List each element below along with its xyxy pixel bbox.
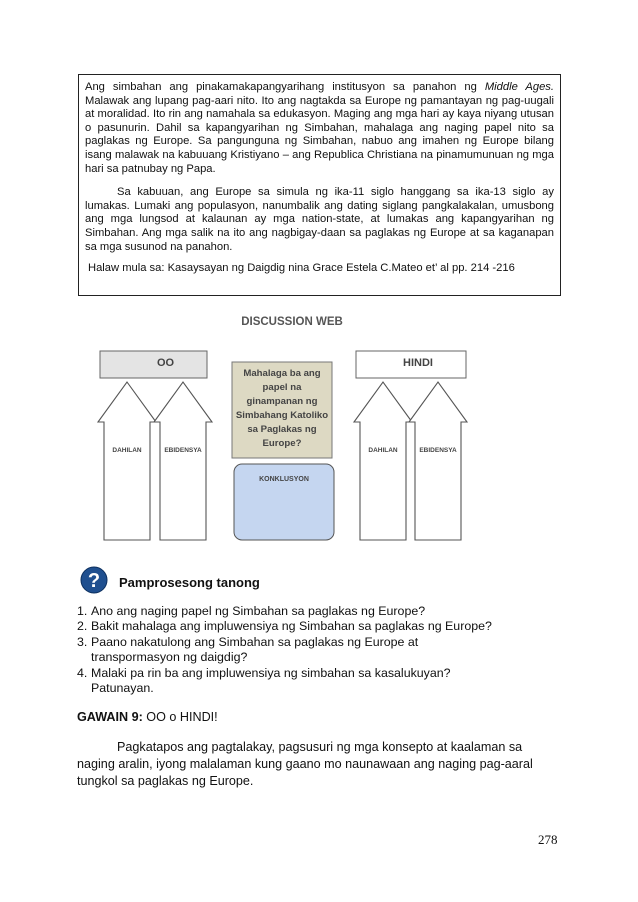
dahilan-right-arrow [354,382,412,540]
dahilan-left-arrow [98,382,156,540]
discussion-web-title: DISCUSSION WEB [241,316,343,328]
reading-paragraph-2: Sa kabuuan, ang Europe sa simula ng ika-11 siglo hanggang sa ika-13 siglo ay lumakas. Lumaki ang populasyon, nanumbalik ang dating siglang pangkalakalan, umusbong ang mga lungsod at kalaunan ay mga nation-state, at lumakas ang kapangyarihan ng Simbahan. Ang mga salik na ito ang nagbigay-daan sa paglakas ng Europe at sa kaganapan sa mga susunod na panahon. [85,186,554,253]
question-line: Europe? [262,438,302,449]
questions-list [77,604,492,696]
gawain-title: OO o HINDI! [146,710,218,724]
question-line: Mahalaga ba ang [243,368,321,379]
hindi-label: HINDI [403,357,433,369]
konklusyon-label: KONKLUSYON [259,476,309,483]
ebidensya-left-arrow [154,382,212,540]
gawain-paragraph: Pagkatapos ang pagtalakay, pagsusuri ng mga konsepto at kaalaman sa naging aralin, iyong malalaman kung gaano mo naunawaan ang naging pag-aaral tungkol sa paglakas ng Europe. [77,740,533,788]
question-line: Simbahang Katoliko [235,410,329,421]
ebidensya-left-label: EBIDENSYA [164,447,202,454]
middle-ages-term: Middle Ages. [484,81,554,93]
gawain-label: GAWAIN 9: [77,710,143,724]
reading-paragraph-1: Ang simbahan ang pinakamakapangyarihang institusyon sa panahon ng Middle Ages. Malawak ang lupang pag-aari nito. Ito ang nagtakda sa Europe ng pamantayan ng pag-uugali at moralidad. Ito rin ang namahala sa edukasyon. Maging ang mga hari ay kaya niyang utusan o pasunurin. Dahil sa kapangyarihan ng Simbahan, mahalaga ang naging papel nito sa paglakas ng Europe. Sa pangunguna ng Simbahan, nabuo ang imahen ng Europe bilang isang malawak na kabuuang Kristiyano – ang Republica Christiana na pinamumunuan ng mga hari sa patnubay ng Papa. [85,81,554,175]
svg-text:?: ? [87,570,101,592]
question-line: ginampanan ng [246,396,318,407]
dahilan-left-label: DAHILAN [112,447,142,454]
ebidensya-right-label: EBIDENSYA [419,447,457,454]
ebidensya-right-arrow [409,382,467,540]
question-line: papel na [262,382,302,393]
page-number: 278 [538,832,558,847]
oo-box [100,351,207,378]
list-item: 4. Malaki pa rin ba ang impluwensiya ng simbahan sa kasalukuyan? Patunayan. [77,665,451,696]
list-item: 1. Ano ang naging papel ng Simbahan sa paglakas ng Europe? [77,604,426,618]
question-mark-icon [80,566,108,594]
list-item: 2. Bakit mahalaga ang impluwensiya ng Simbahan sa paglakas ng Europe? [77,619,492,634]
reading-source: Halaw mula sa: Kasaysayan ng Daigdig nina Grace Estela C.Mateo et’ al pp. 214 -216 [88,262,515,275]
oo-label: OO [157,357,175,369]
gawain-heading [77,710,218,724]
list-item: 3. Paano nakatulong ang Simbahan sa paglakas ng Europe at transpormasyon ng daigdig? [77,634,419,665]
question-line: sa Paglakas ng [247,424,317,435]
questions-heading: Pamprosesong tanong [119,575,260,590]
dahilan-right-label: DAHILAN [368,447,398,454]
